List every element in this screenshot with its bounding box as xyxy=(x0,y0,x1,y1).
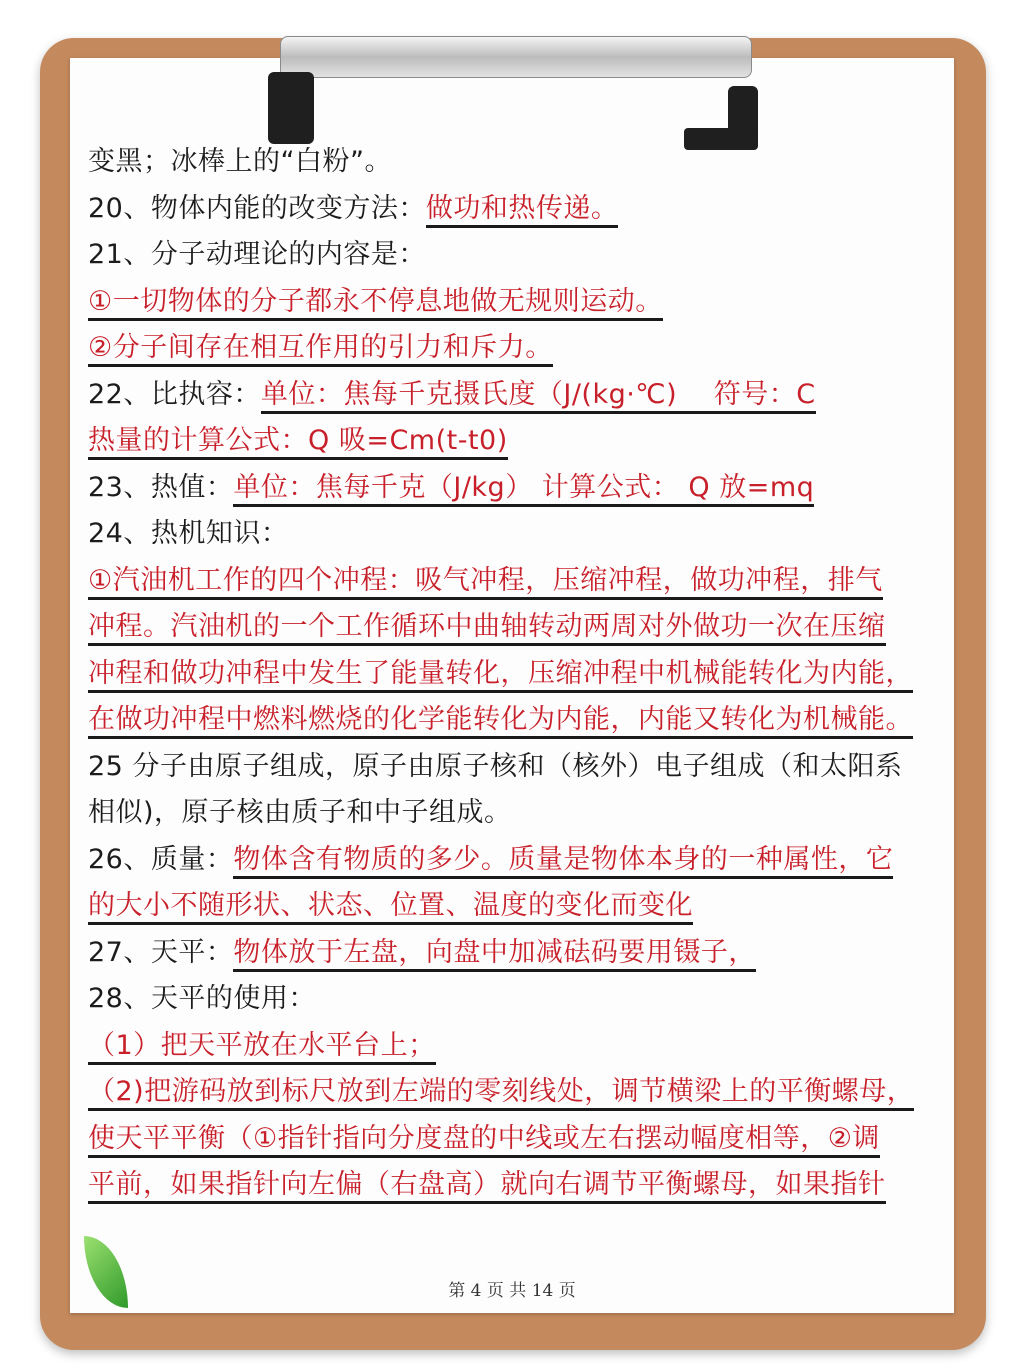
text-line: 24、热机知识： xyxy=(88,518,289,549)
text-line: （2)把游码放到标尺放到左端的零刻线处，调节横梁上的平衡螺母， xyxy=(88,1072,928,1112)
text-line: 20、物体内能的改变方法：做功和热传递。 xyxy=(88,189,928,229)
clip-bar xyxy=(280,36,752,78)
text-line: ①汽油机工作的四个冲程：吸气冲程，压缩冲程，做功冲程，排气 xyxy=(88,561,928,601)
text-line: 平前，如果指针向左偏（右盘高）就向右调节平衡螺母，如果指针 xyxy=(88,1165,928,1205)
text-line: 27、天平：物体放于左盘，向盘中加减砝码要用镊子， xyxy=(88,933,928,973)
text-line: 热量的计算公式：Q 吸=Cm(t-t0) xyxy=(88,421,928,461)
clip-left-leg xyxy=(268,72,314,144)
text-line: ②分子间存在相互作用的引力和斥力。 xyxy=(88,328,928,368)
text-line: 冲程和做功冲程中发生了能量转化，压缩冲程中机械能转化为内能， xyxy=(88,654,928,694)
page-footer: 第 4 页 共 14 页 xyxy=(448,1281,576,1301)
text-line: 在做功冲程中燃料燃烧的化学能转化为内能，内能又转化为机械能。 xyxy=(88,700,928,740)
text-line: 22、比执容：单位：焦每千克摄氏度（J/(kg·℃) 符号：C xyxy=(88,375,928,415)
text-line: 26、质量：物体含有物质的多少。质量是物体本身的一种属性，它 xyxy=(88,840,928,880)
text-line: 23、热值：单位：焦每千克（J/kg） 计算公式： Q 放=mq xyxy=(88,468,928,508)
text-line: 的大小不随形状、状态、位置、温度的变化而变化 xyxy=(88,886,928,926)
text-line: 25 分子由原子组成，原子由原子核和（核外）电子组成（和太阳系 xyxy=(88,751,903,782)
text-line: ①一切物体的分子都永不停息地做无规则运动。 xyxy=(88,282,928,322)
text-line: 使天平平衡（①指针指向分度盘的中线或左右摆动幅度相等，②调 xyxy=(88,1119,928,1159)
text-line: 28、天平的使用： xyxy=(88,983,316,1014)
text-line: 变黑；冰棒上的“白粉”。 xyxy=(88,146,392,177)
text-line: （1）把天平放在水平台上； xyxy=(88,1026,928,1066)
text-line: 相似)，原子核由质子和中子组成。 xyxy=(88,797,512,828)
text-line: 冲程。汽油机的一个工作循环中曲轴转动两周对外做功一次在压缩 xyxy=(88,607,928,647)
text-line: 21、分子动理论的内容是： xyxy=(88,239,426,270)
